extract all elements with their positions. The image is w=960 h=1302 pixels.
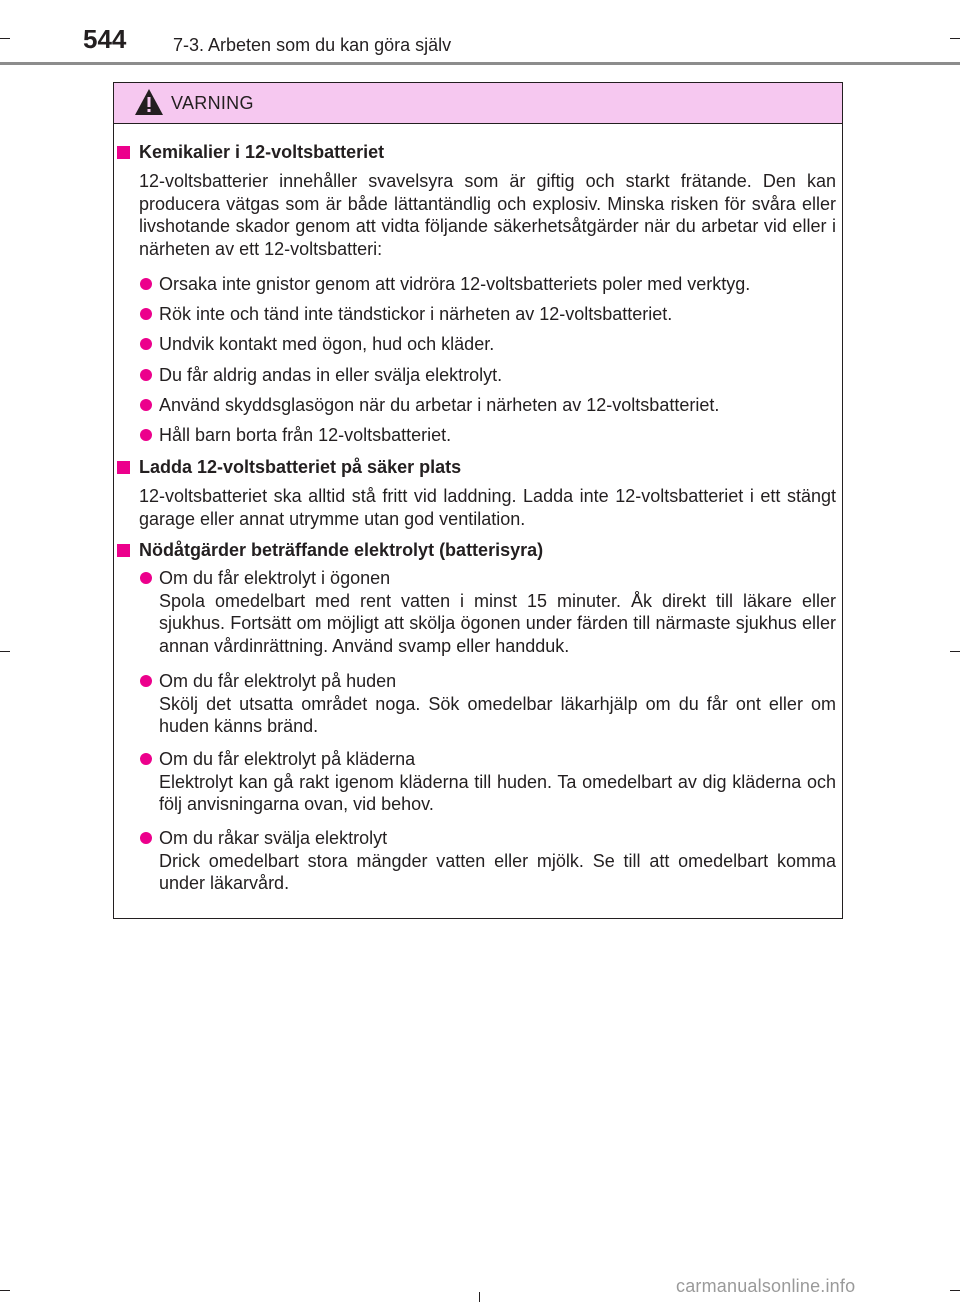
bullet-dot-icon — [140, 429, 152, 441]
list-item: Du får aldrig andas in eller svälja elektrolyt. — [139, 364, 836, 387]
list-item: Rök inte och tänd inte tändstickor i närheten av 12-voltsbatteriet. — [139, 303, 836, 326]
square-bullet-icon — [117, 461, 130, 474]
list-item: Om du får elektrolyt på kläderna Elektrolyt kan gå rakt igenom kläderna till huden. Ta omedelbart av dig kläderna och följ anvisningarna ovan, vid behov. — [139, 748, 836, 816]
header-divider — [0, 62, 960, 65]
list-item: Om du får elektrolyt på huden Skölj det utsatta området noga. Sök omedelbar läkarhjälp om du får ont eller om huden känns bränd. — [139, 670, 836, 738]
section-paragraph: 12-voltsbatteriet ska alltid stå fritt vid laddning. Ladda inte 12-voltsbatteriet i ett stängt garage eller annat utrymme utan god ventilation. — [139, 486, 836, 529]
crop-mark — [0, 1290, 10, 1291]
crop-mark — [0, 651, 10, 652]
list-item: Använd skyddsglasögon när du arbetar i närheten av 12-voltsbatteriet. — [139, 394, 836, 417]
list-item: Håll barn borta från 12-voltsbatteriet. — [139, 424, 836, 447]
bullet-dot-icon — [140, 675, 152, 687]
section-paragraph: 12-voltsbatterier innehåller svavelsyra som är giftig och starkt frätande. Den kan producera vätgas som är både lättantändlig och explosiv. Minska risken för svåra eller livshotande skador genom att vidta följande säkerhetsåtgärder när du arbetar vid eller i närheten av ett 12-voltsbatteri: — [139, 171, 836, 259]
warning-triangle-icon — [134, 88, 164, 116]
bullet-dot-icon — [140, 338, 152, 350]
warning-label: VARNING — [171, 93, 254, 113]
list-item: Undvik kontakt med ögon, hud och kläder. — [139, 333, 836, 356]
bullet-dot-icon — [140, 572, 152, 584]
list-item: Om du råkar svälja elektrolyt Drick omedelbart stora mängder vatten eller mjölk. Se till att omedelbart komma under läkarvård. — [139, 827, 836, 895]
crop-mark — [479, 1292, 480, 1302]
list-item: Orsaka inte gnistor genom att vidröra 12-voltsbatteriets poler med verktyg. — [139, 273, 836, 296]
bullet-dot-icon — [140, 399, 152, 411]
crop-mark — [950, 651, 960, 652]
warning-header — [114, 83, 842, 124]
warning-box: VARNING Kemikalier i 12-voltsbatteriet 12-voltsbatterier innehåller svavelsyra som är giftig och starkt frätande. Den kan producera vätgas som är både lättantändlig och explosiv. Minska risken för svåra eller livshotande skador genom att vidta följande säkerhetsåtgärder när du arbetar vid eller i närheten av ett 12-voltsbatteri: Orsaka inte gnistor genom att vidröra 12-voltsbatteriets poler med verktyg. Rök inte och tänd inte tändstickor i närheten av 12-voltsbatteriet. Undvik kontakt med ögon, hud och kläder. Du får aldrig andas in eller svälja elektrolyt. Använd skyddsglasögon när du arbetar i närheten av 12-voltsbatteriet. Håll barn borta från 12-voltsbatteriet. Ladda 12-voltsbatteriet på säker plats 12-voltsbatteriet ska alltid stå fritt vid laddning. Ladda inte 12-voltsbatteriet i ett stängt garage eller annat utrymme utan god ventilation. Nödåtgärder beträffande elektrolyt (batterisyra) Om du får elektrolyt i ögonen Spola omedelbart med rent vatten i minst 15 minuter. Åk direkt till läkare eller sjukhus. Fortsätt om möjligt att skölja ögonen under färden till närmaste sjukhus eller annan vårdinrättning. Använd svamp eller handduk. Om du får elektrolyt på huden Skölj det utsatta området noga. Sök omedelbar läkarhjälp om du får ont eller om huden känns bränd. Om du får elektrolyt på kläderna Elektrolyt kan gå rakt igenom kläderna till huden. Ta omedelbart av dig kläderna och följ anvisningarna ovan, vid behov. Om du råkar svälja elektrolyt Drick omedelbart stora mängder vatten eller mjölk. Se till att omedelbart komma under läkarvård. — [113, 82, 843, 919]
bullet-dot-icon — [140, 308, 152, 320]
bullet-dot-icon — [140, 278, 152, 290]
bullet-dot-icon — [140, 753, 152, 765]
page-header — [0, 0, 960, 64]
page-number: 544 — [83, 24, 127, 54]
bullet-dot-icon — [140, 369, 152, 381]
list-item: Om du får elektrolyt i ögonen Spola omedelbart med rent vatten i minst 15 minuter. Åk direkt till läkare eller sjukhus. Fortsätt om möjligt att skölja ögonen under färden till närmaste sjukhus eller annan vårdinrättning. Använd svamp eller handduk. — [139, 567, 836, 657]
bullet-dot-icon — [140, 832, 152, 844]
watermark: carmanualsonline.info — [676, 1276, 856, 1296]
crop-mark — [950, 1290, 960, 1291]
square-bullet-icon — [117, 544, 130, 557]
square-bullet-icon — [117, 146, 130, 159]
section-title: 7-3. Arbeten som du kan göra själv — [173, 35, 452, 55]
